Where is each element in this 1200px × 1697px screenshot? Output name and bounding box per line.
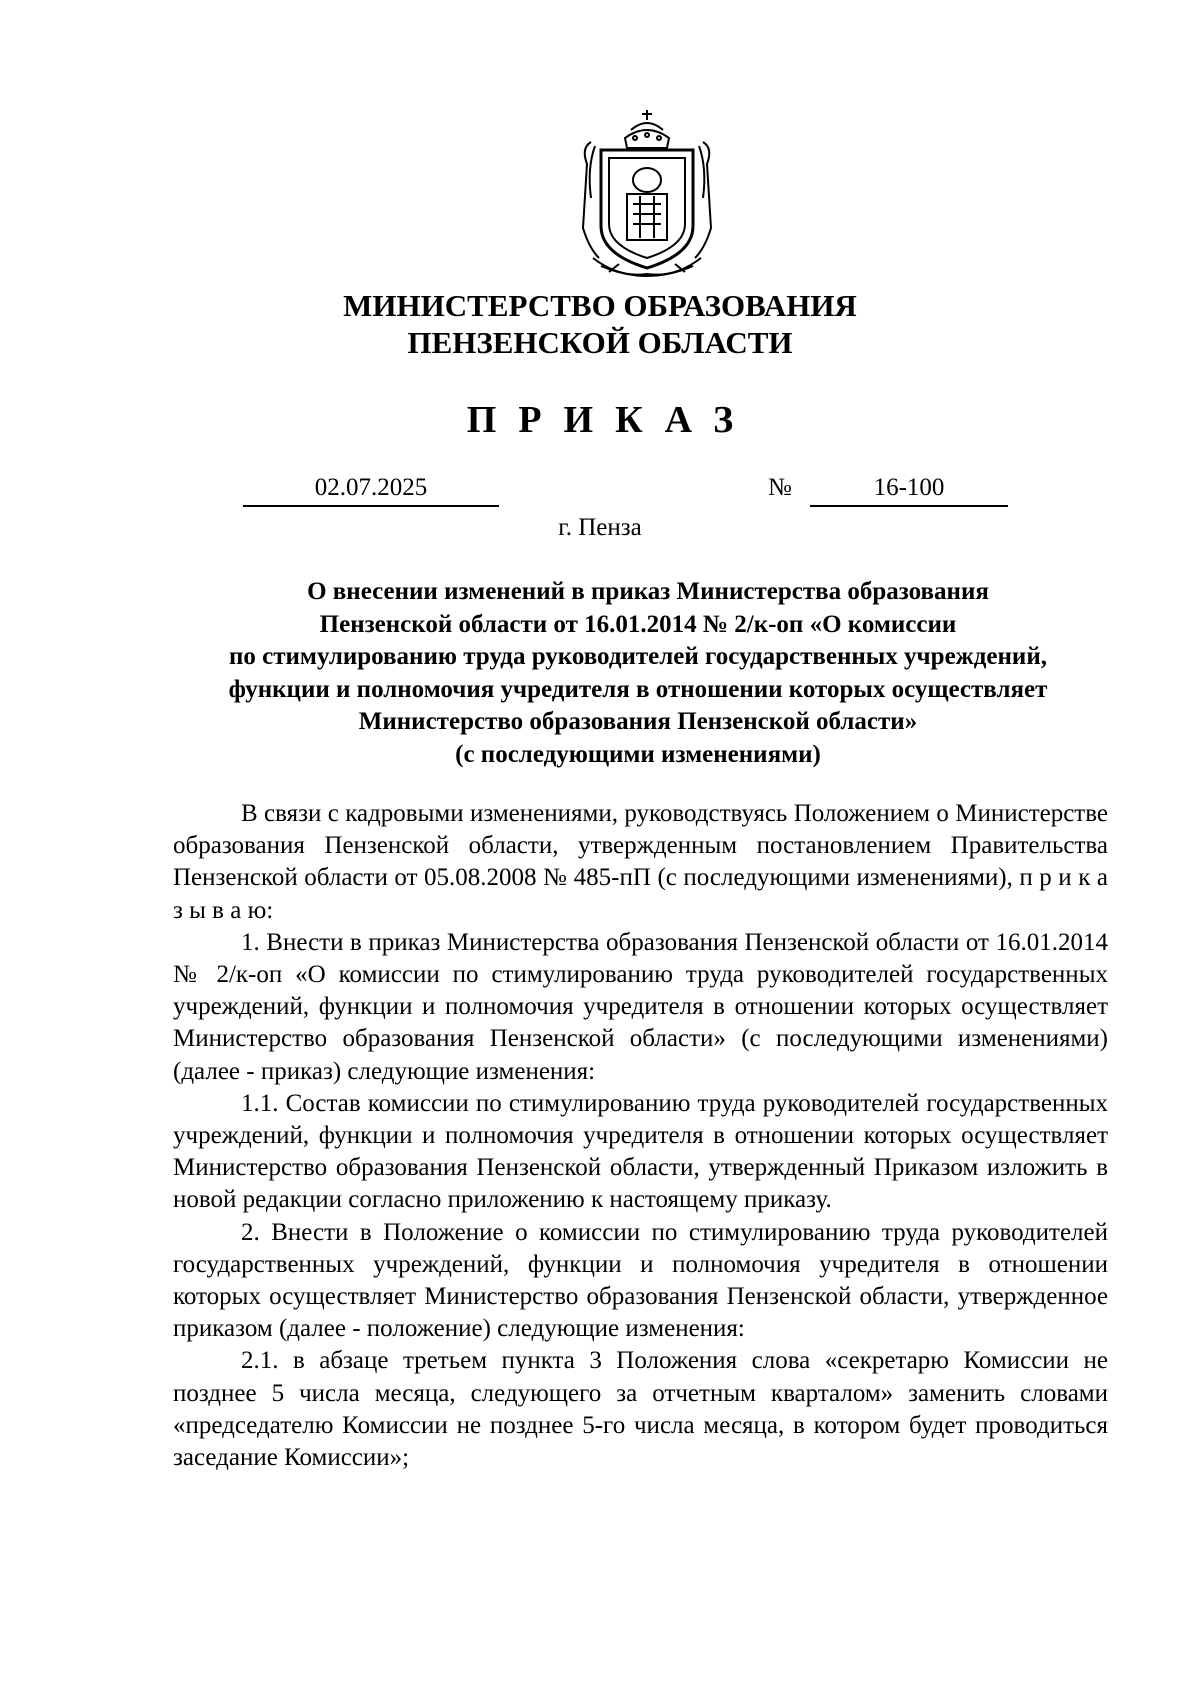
title-line: функции и полномочия учредителя в отношении которых осуществляет xyxy=(228,675,1048,703)
body-paragraph: 2. Внести в Положение о комиссии по стимулированию труда руководителей государственных учреждений, функции и полномочия учредителя в отношении которых осуществляет Министерство образования Пензенской области, утвержденное приказом (далее - положение) следующие изменения: xyxy=(173,1218,1108,1343)
ministry-name xyxy=(0,287,1200,361)
title-line: Министерство образования Пензенской области» xyxy=(358,708,918,735)
document-city: г. Пенза xyxy=(558,514,642,541)
title-line: Пензенской области от 16.01.2014 № 2/к-оп «О комиссии xyxy=(319,610,957,638)
ministry-name-line2: ПЕНЗЕНСКОЙ ОБЛАСТИ xyxy=(407,325,793,360)
document-body xyxy=(173,798,1108,1474)
document-title xyxy=(168,576,1108,771)
body-paragraph: 1. Внести в приказ Министерства образования Пензенской области от 16.01.2014 № 2/к-оп «О комиссии по стимулированию труда руководителей государственных учреждений, функции и полномочия учредителя в отношении которых осуществляет Министерство образования Пензенской области» (с последующими изменениями) (далее - приказ) следующие изменения: xyxy=(173,928,1108,1085)
body-paragraph: 2.1. в абзаце третьем пункта 3 Положения слова «секретарю Комиссии не позднее 5 числа месяца, следующего за отчетным кварталом» заменить словами «председателю Комиссии не позднее 5-го числа месяца, в котором будет проводиться заседание Комиссии»; xyxy=(173,1347,1108,1472)
title-line: О внесении изменений в приказ Министерства образования xyxy=(307,578,989,605)
body-paragraph: В связи с кадровыми изменениями, руководствуясь Положением о Министерстве образования Пензенской области, утвержденным постановлением Правительства Пензенской области от 05.08.2008 № 485-пП (с последующими изменениями), п р и к а з ы в а ю: xyxy=(173,800,1108,924)
document-date: 02.07.2025 xyxy=(243,471,499,507)
document-number: 16-100 xyxy=(810,471,1008,507)
title-line: по стимулированию труда руководителей государственных учреждений, xyxy=(229,643,1047,670)
number-sign: № xyxy=(768,474,792,501)
document-type-heading: ПРИКАЗ xyxy=(466,399,756,441)
ministry-name-line1: МИНИСТЕРСТВО ОБРАЗОВАНИЯ xyxy=(343,288,857,323)
penza-coat-of-arms-icon xyxy=(579,108,715,280)
title-line: (с последующими изменениями) xyxy=(455,740,821,768)
body-paragraph: 1.1. Состав комиссии по стимулированию труда руководителей государственных учреждений, функции и полномочия учредителя в отношении которых осуществляет Министерство образования Пензенской области, утвержденный Приказом изложить в новой редакции согласно приложению к настоящему приказу. xyxy=(173,1089,1108,1214)
